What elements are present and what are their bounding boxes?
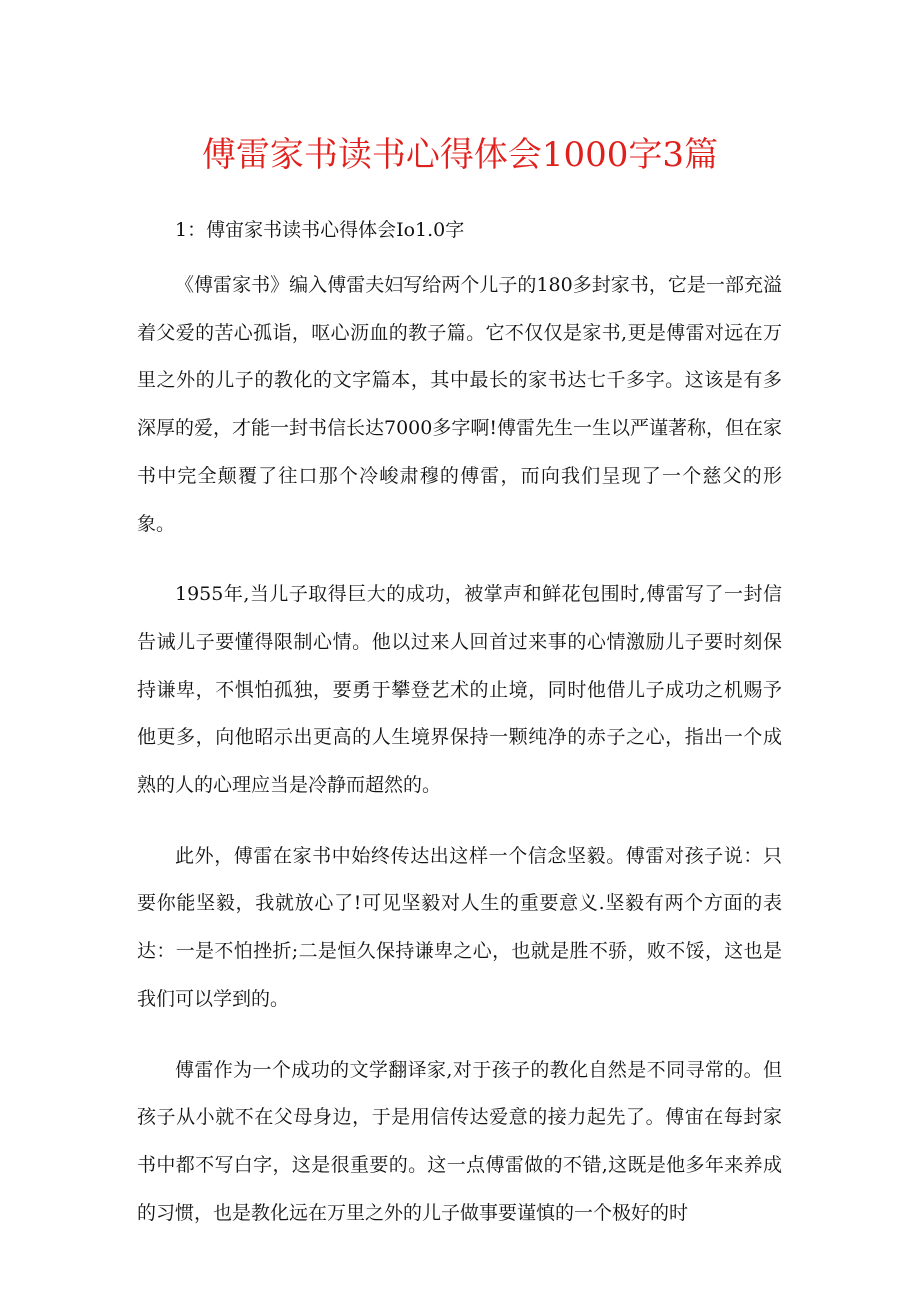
paragraph-3: 此外，傅雷在家书中始终传达出这样一个信念坚毅。傅雷对孩子说：只要你能坚毅，我就放心了!可见坚毅对人生的重要意义.坚毅有两个方面的表达：一是不怕挫折;二是恒久保持谦卑之心，也就是胜不骄，败不馁，这也是我们可以学到的。	[137, 844, 782, 1010]
paragraph-2: 1955年,当儿子取得巨大的成功，被掌声和鲜花包围时,傅雷写了一封信告诫儿子要懂得限制心情。他以过来人回首过来事的心情激励儿子要时刻保持谦卑，不惧怕孤独，要勇于攀登艺术的止境，同时他借儿子成功之机赐予他更多，向他昭示出更高的人生境界保持一颗纯净的赤子之心，指出一个成熟的人的心理应当是冷静而超然的。	[137, 583, 782, 797]
section-heading: 1：傅宙家书读书心得体会Io1.0字	[175, 219, 465, 241]
paragraph-4: 傅雷作为一个成功的文学翻译家,对于孩子的教化自然是不同寻常的。但孩子从小就不在父母身边，于是用信传达爱意的接力起先了。傅宙在每封家书中都不写白字，这是很重要的。这一点傅雷做的不错,这既是他多年来养成的习惯，也是教化远在万里之外的儿子做事要谨慎的一个极好的时	[137, 1058, 782, 1224]
paragraph-1: 《傅雷家书》编入傅雷夫妇写给两个儿子的180多封家书，它是一部充溢着父爱的苦心孤诣，呕心沥血的教子篇。它不仅仅是家书,更是傅雷对远在万里之外的儿子的教化的文字篇本，其中最长的家书达七千多字。这该是有多深厚的爱，才能一封书信长达7000多字啊!傅雷先生一生以严谨著称，但在家书中完全颠覆了往口那个冷峻肃穆的傅雷，而向我们呈现了一个慈父的形象。	[137, 274, 782, 535]
document-title: 傅雷家书读书心得体会1000字3篇	[201, 135, 719, 175]
document-body	[137, 262, 782, 1260]
